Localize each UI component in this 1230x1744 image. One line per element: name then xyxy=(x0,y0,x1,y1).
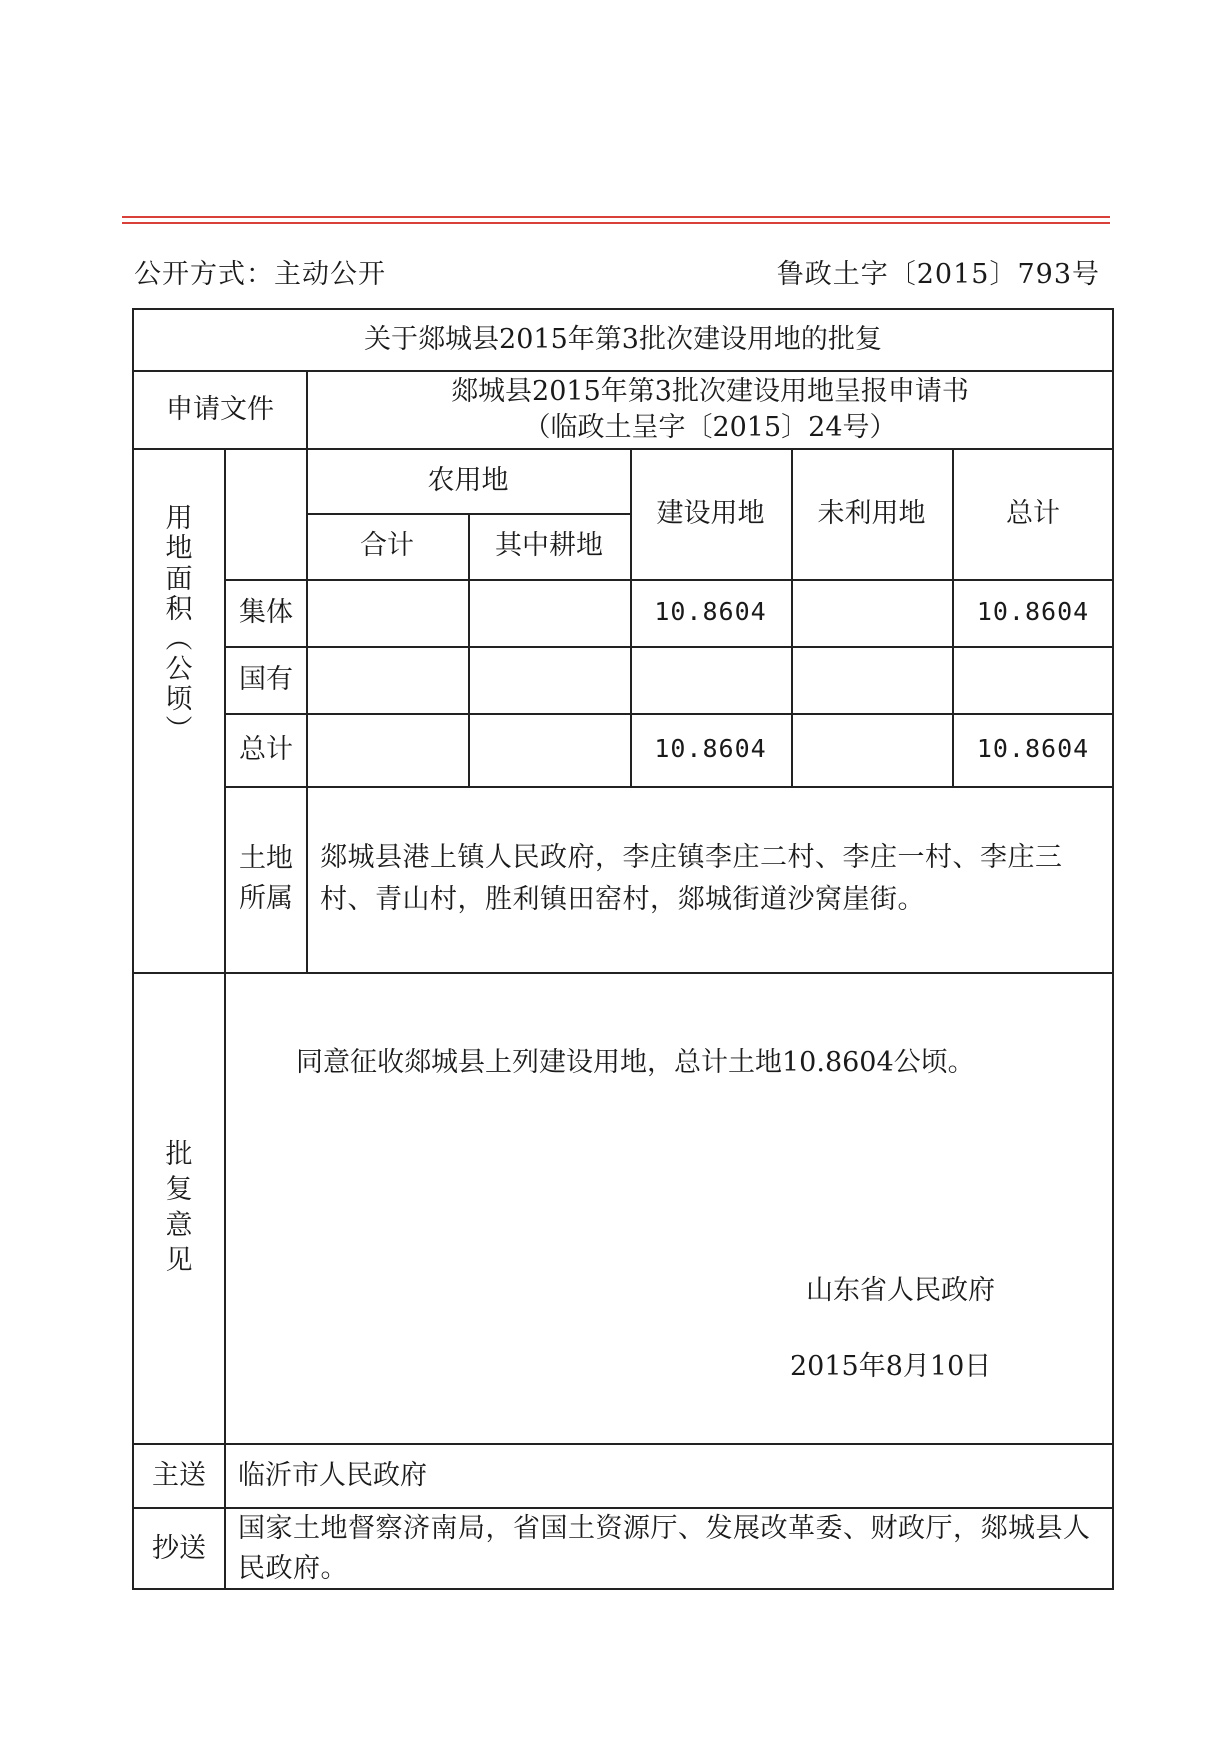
approval-label: 批 复 意 见 xyxy=(165,1139,193,1276)
cell-state-farmland-total xyxy=(306,646,468,713)
cell-total-farmland-cultivated xyxy=(468,713,630,786)
main-recipient-value: 临沂市人民政府 xyxy=(238,1460,427,1492)
application-documents xyxy=(306,370,1114,450)
land-ownership-label: 土地 所属 xyxy=(239,842,293,914)
application-line-2: （临政土呈字〔2015〕24号） xyxy=(523,412,897,443)
application-line-1: 郯城县2015年第3批次建设用地呈报申请书 xyxy=(451,375,969,407)
cell-total-construction: 10.8604 xyxy=(654,734,767,764)
cc-value: 国家土地督察济南局，省国土资源厅、发展改革委、财政厅，郯城县人民政府。 xyxy=(238,1513,1091,1584)
row-label-total: 总计 xyxy=(239,733,293,765)
row-label-state: 国有 xyxy=(239,663,293,695)
document-number: 鲁政土字〔2015〕793号 xyxy=(776,259,1100,290)
cell-total-farmland-total xyxy=(306,713,468,786)
red-rule-top xyxy=(122,216,1110,218)
cell-state-unused xyxy=(791,646,952,713)
approval-text: 同意征收郯城县上列建设用地，总计土地10.8604公顷。 xyxy=(296,1047,975,1078)
issuer: 山东省人民政府 xyxy=(806,1275,995,1306)
cell-collective-farmland-cultivated xyxy=(468,579,630,646)
disclosure-mode: 公开方式：主动公开 xyxy=(134,259,386,290)
cell-total-unused xyxy=(791,713,952,786)
column-total: 总计 xyxy=(1006,497,1060,529)
cell-state-construction xyxy=(630,646,791,713)
main-recipient-label: 主送 xyxy=(152,1460,206,1492)
cell-collective-unused xyxy=(791,579,952,646)
cell-collective-total: 10.8604 xyxy=(976,597,1090,627)
column-farmland-total: 合计 xyxy=(360,530,414,562)
row-label-collective: 集体 xyxy=(239,596,293,628)
application-label: 申请文件 xyxy=(166,394,274,426)
column-construction: 建设用地 xyxy=(656,497,765,529)
cell-collective-farmland-total xyxy=(306,579,468,646)
cell-collective-construction: 10.8604 xyxy=(654,597,767,627)
cell-state-farmland-cultivated xyxy=(468,646,630,713)
red-rule-bottom xyxy=(122,222,1110,224)
cell-total-total: 10.8604 xyxy=(976,734,1090,764)
document-title: 关于郯城县2015年第3批次建设用地的批复 xyxy=(364,324,882,356)
cell-state-total xyxy=(952,646,1114,713)
column-unused: 未利用地 xyxy=(817,497,926,529)
column-farmland-cultivated: 其中耕地 xyxy=(495,530,603,562)
column-farmland: 农用地 xyxy=(427,465,509,497)
land-ownership-text: 郯城县港上镇人民政府，李庄镇李庄二村、李庄一村、李庄三村、青山村，胜利镇田窑村，郯城街道沙窝崖街。 xyxy=(320,842,1063,915)
issue-date: 2015年8月10日 xyxy=(790,1351,992,1382)
land-area-label: 用 地 面 积 ︵ 公 顷 ︶ xyxy=(165,503,193,746)
cc-label: 抄送 xyxy=(152,1532,206,1564)
